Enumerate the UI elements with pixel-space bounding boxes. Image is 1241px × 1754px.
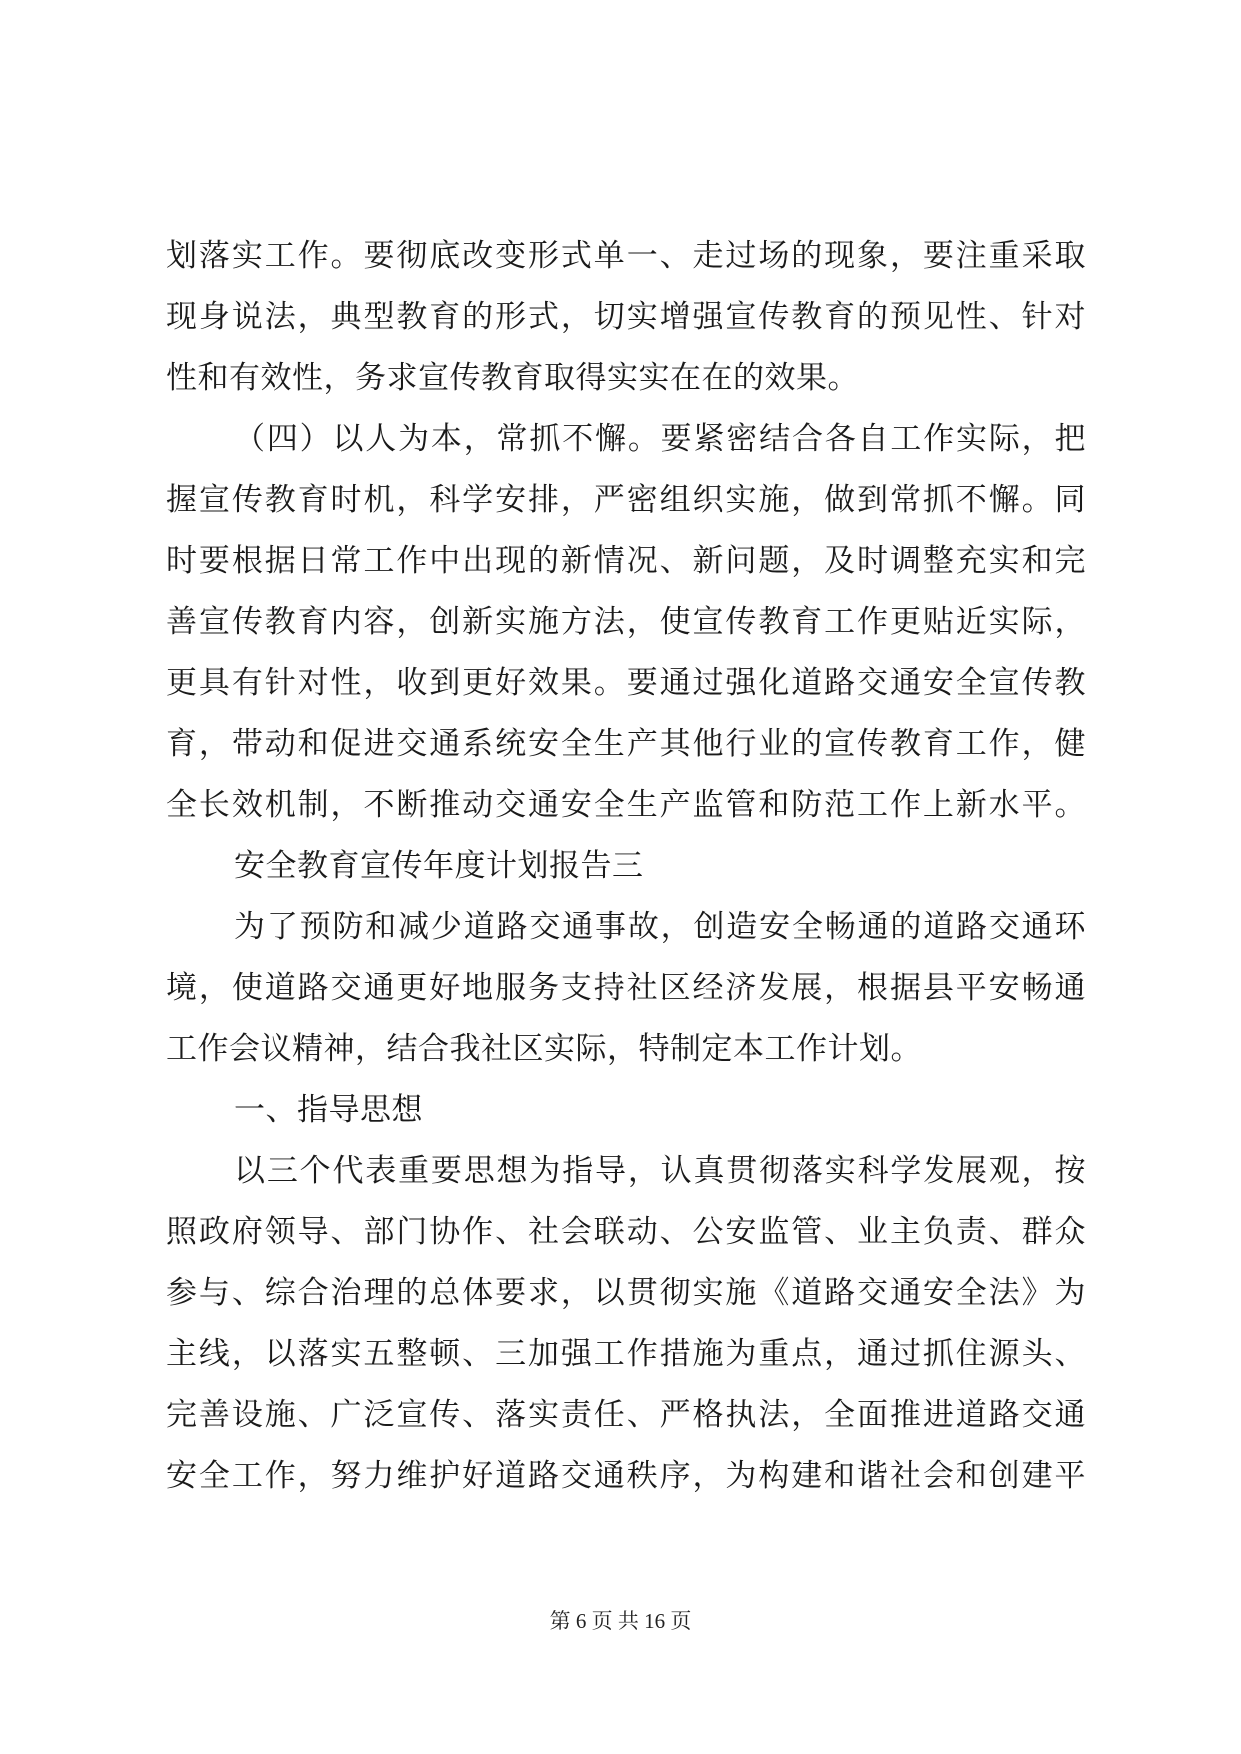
section-heading: 安全教育宣传年度计划报告三 [234,848,644,884]
text-line: 时要根据日常工作中出现的新情况、新问题，及时调整充实和完 [166,543,1086,579]
text-line: 以三个代表重要思想为指导，认真贯彻落实科学发展观，按 [234,1153,1086,1189]
text-line: 握宣传教育时机，科学安排，严密组织实施，做到常抓不懈。同 [166,482,1086,518]
text-line: 照政府领导、部门协作、社会联动、公安监管、业主负责、群众 [166,1214,1086,1250]
text-line: 境，使道路交通更好地服务支持社区经济发展，根据县平安畅通 [166,970,1086,1006]
text-line: 性和有效性，务求宣传教育取得实实在在的效果。 [166,360,859,396]
text-line: 主线，以落实五整顿、三加强工作措施为重点，通过抓住源头、 [166,1336,1086,1372]
text-line: 全长效机制，不断推动交通安全生产监管和防范工作上新水平。 [166,787,1086,823]
text-line: 善宣传教育内容，创新实施方法，使宣传教育工作更贴近实际， [166,604,1086,640]
text-line: 参与、综合治理的总体要求，以贯彻实施《道路交通安全法》为 [166,1275,1086,1311]
text-line: 工作会议精神，结合我社区实际，特制定本工作计划。 [166,1031,922,1067]
text-line: 更具有针对性，收到更好效果。要通过强化道路交通安全宣传教 [166,665,1086,701]
text-line: 为了预防和减少道路交通事故，创造安全畅通的道路交通环 [234,909,1086,945]
text-line: 安全工作，努力维护好道路交通秩序，为构建和谐社会和创建平 [166,1458,1086,1494]
text-line: 划落实工作。要彻底改变形式单一、走过场的现象，要注重采取 [166,238,1086,274]
text-line: 育，带动和促进交通系统安全生产其他行业的宣传教育工作，健 [166,726,1086,762]
text-line: 完善设施、广泛宣传、落实责任、严格执法，全面推进道路交通 [166,1397,1086,1433]
body-text [166,226,1086,1507]
text-line: 现身说法，典型教育的形式，切实增强宣传教育的预见性、针对 [166,299,1086,335]
text-line: （四）以人为本，常抓不懈。要紧密结合各自工作实际，把 [234,421,1086,457]
section-heading: 一、指导思想 [234,1092,423,1128]
page-number-footer: 第 6 页 共 16 页 [549,1609,692,1633]
